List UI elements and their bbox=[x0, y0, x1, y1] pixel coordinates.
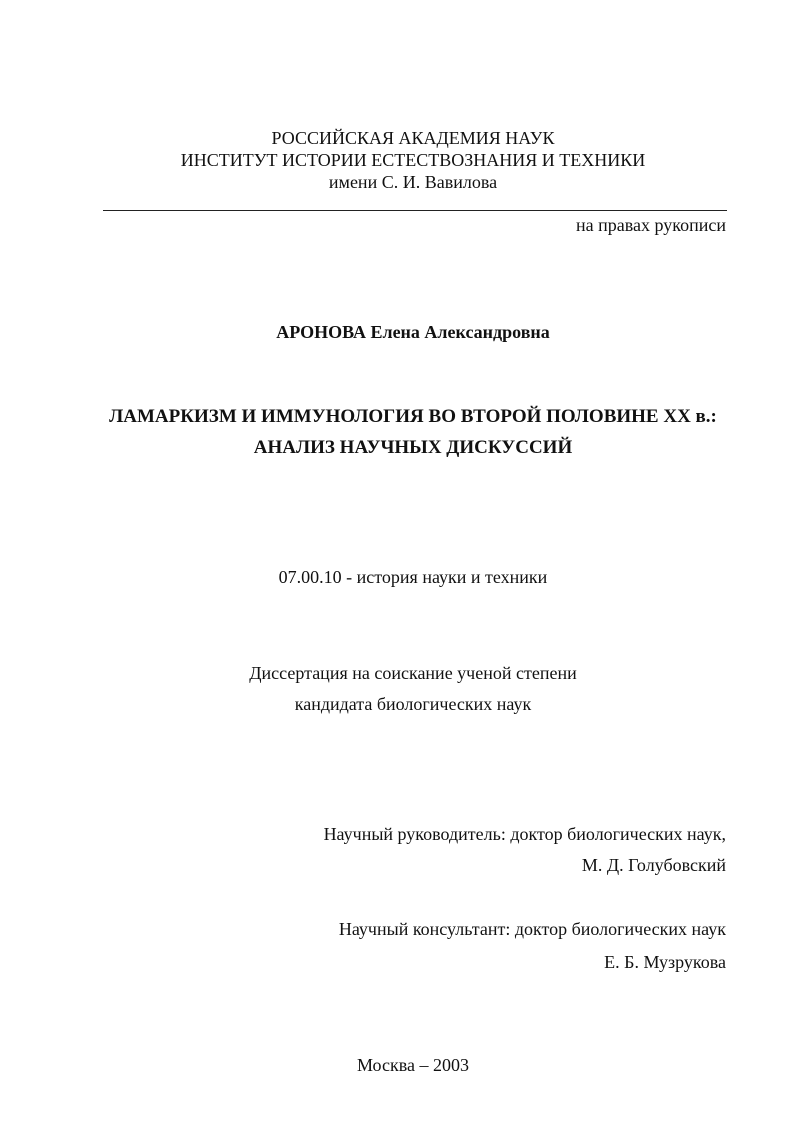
thesis-title-line-1: ЛАМАРКИЗМ И ИММУНОЛОГИЯ ВО ВТОРОЙ ПОЛОВИНЕ XX в.: bbox=[109, 406, 717, 427]
institute-named-after: имени С. И. Вавилова bbox=[328, 172, 498, 192]
supervisor-name: М. Д. Голубовский bbox=[581, 855, 726, 875]
author-name: АРОНОВА Елена Александровна bbox=[276, 322, 550, 342]
manuscript-note: на правах рукописи bbox=[576, 215, 726, 235]
supervisor-role: Научный руководитель: доктор биологических наук, bbox=[323, 824, 726, 844]
consultant-role: Научный консультант: доктор биологических наук bbox=[338, 919, 726, 939]
dissertation-degree-line-2: кандидата биологических наук bbox=[294, 694, 532, 714]
specialty-code: 07.00.10 - история науки и техники bbox=[278, 567, 548, 587]
thesis-title-line-2: АНАЛИЗ НАУЧНЫХ ДИСКУССИЙ bbox=[253, 437, 573, 458]
consultant-name: Е. Б. Музрукова bbox=[604, 952, 726, 972]
dissertation-degree-line-1: Диссертация на соискание ученой степени bbox=[249, 663, 577, 683]
academy-name: РОССИЙСКАЯ АКАДЕМИЯ НАУК bbox=[271, 128, 555, 148]
place-and-year: Москва – 2003 bbox=[357, 1055, 469, 1075]
institute-name: ИНСТИТУТ ИСТОРИИ ЕСТЕСТВОЗНАНИЯ И ТЕХНИКИ bbox=[180, 150, 646, 170]
header-divider bbox=[103, 210, 727, 211]
